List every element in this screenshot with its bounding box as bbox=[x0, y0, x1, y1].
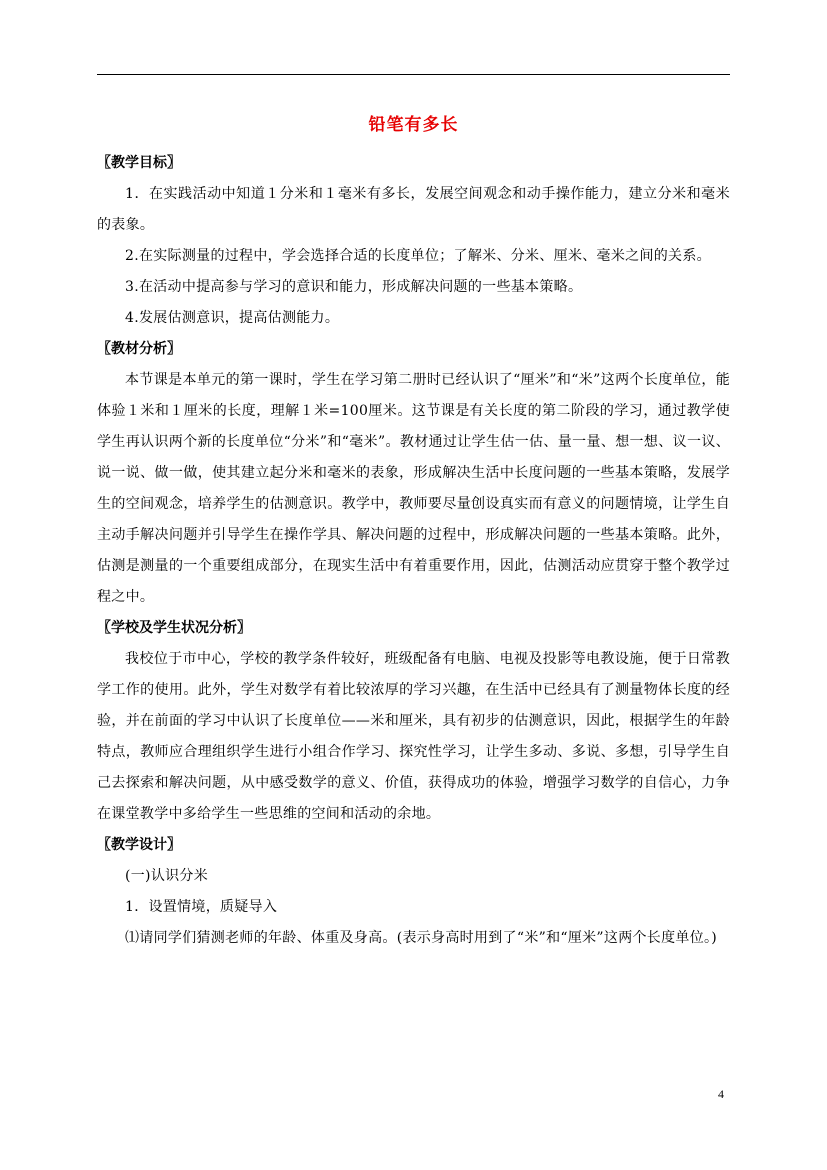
page-number: 4 bbox=[718, 1087, 724, 1101]
design-item-2: 1．设置情境，质疑导入 bbox=[125, 899, 278, 915]
goal-item-3: 3.在活动中提高参与学习的意识和能力，形成解决问题的一些基本策略。 bbox=[125, 279, 583, 295]
section-students bbox=[97, 613, 730, 830]
section-material bbox=[97, 334, 730, 613]
section-heading-design: 〖教学设计〗 bbox=[97, 837, 181, 853]
section-heading-students: 〖学校及学生状况分析〗 bbox=[97, 620, 251, 636]
students-paragraph: 我校位于市中心，学校的教学条件较好，班级配备有电脑、电视及投影等电教设施，便于日常教学工作的使用。此外，学生对数学有着比较浓厚的学习兴趣，在生活中已经具有了测量物体长度的经验，并在前面的学习中认识了长度单位——米和厘米，具有初步的估测意识，因此，根据学生的年龄特点，教师应合理组织学生进行小组合作学习、探究性学习，让学生多动、多说、多想，引导学生自己去探索和解决问题，从中感受数学的意义、价值，获得成功的体验，增强学习数学的自信心，力争在课堂教学中多给学生一些思维的空间和活动的余地。 bbox=[97, 651, 730, 822]
goal-item-1: 1．在实践活动中知道１分米和１毫米有多长，发展空间观念和动手操作能力，建立分米和毫米的表象。 bbox=[97, 186, 730, 233]
material-paragraph: 本节课是本单元的第一课时，学生在学习第二册时已经认识了“厘米”和“米”这两个长度单位，能体验１米和１厘米的长度，理解１米=100厘米。这节课是有关长度的第二阶段的学习，通过教学使学生再认识两个新的长度单位“分米”和“毫米”。教材通过让学生估一估、量一量、想一想、议一议、说一说、做一做，使其建立起分米和毫米的表象，形成解决生活中长度问题的一些基本策略，发展学生的空间观念，培养学生的估测意识。教学中，教师要尽量创设真实而有意义的问题情境，让学生自主动手解决问题并引导学生在操作学具、解决问题的过程中，形成解决问题的一些基本策略。此外，估测是测量的一个重要组成部分，在现实生活中有着重要作用，因此，估测活动应贯穿于整个教学过程之中。 bbox=[97, 372, 730, 605]
design-item-1: (一)认识分米 bbox=[125, 868, 209, 884]
goal-item-2: 2.在实际测量的过程中，学会选择合适的长度单位；了解米、分米、厘米、毫米之间的关系。 bbox=[125, 248, 711, 264]
section-heading-goals: 〖教学目标〗 bbox=[97, 155, 181, 171]
page-title: 铅笔有多长 bbox=[368, 115, 459, 135]
section-heading-material: 〖教材分析〗 bbox=[97, 341, 181, 357]
section-design bbox=[97, 830, 730, 954]
page-content bbox=[97, 110, 730, 954]
section-goals bbox=[97, 148, 730, 334]
goal-item-4: 4.发展估测意识，提高估测能力。 bbox=[125, 310, 340, 326]
design-item-3: ⑴请同学们猜测老师的年龄、体重及身高。(表示身高时用到了“米”和“厘米”这两个长度单位。) bbox=[125, 930, 718, 946]
header-rule bbox=[97, 74, 730, 75]
